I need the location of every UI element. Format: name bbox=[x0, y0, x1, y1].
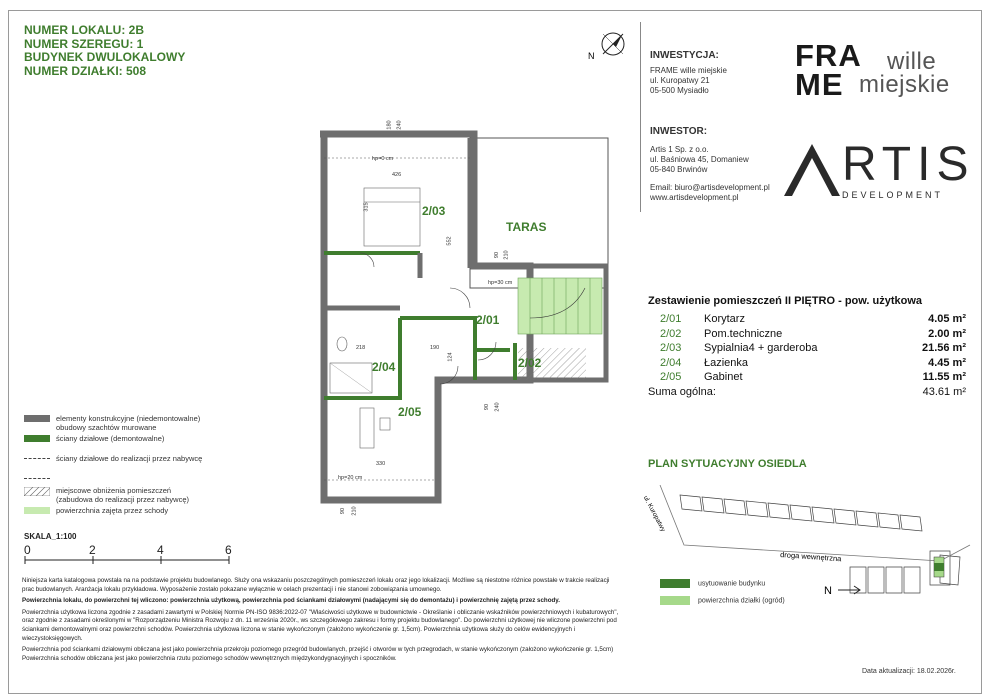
room-name: Gabinet bbox=[704, 371, 743, 383]
legend-item bbox=[24, 434, 264, 454]
dim-330: 330 bbox=[376, 461, 386, 467]
unit-number: NUMER LOKALU: 2B bbox=[24, 23, 144, 37]
swatch-building bbox=[660, 579, 690, 588]
summary-row bbox=[648, 357, 968, 372]
summary-row bbox=[648, 342, 968, 357]
scale-tick-6: 6 bbox=[225, 543, 232, 557]
room-area: 2.00 m² bbox=[928, 327, 966, 340]
site-north-label: N bbox=[824, 585, 832, 597]
floor-plan bbox=[300, 118, 630, 528]
street-label-kuropatwy: ul. Kuropatwy bbox=[641, 494, 667, 533]
legend-item bbox=[24, 474, 264, 486]
north-arrow-icon bbox=[838, 586, 860, 594]
room-label-204: 2/04 bbox=[372, 360, 396, 374]
bed-icon bbox=[364, 188, 420, 246]
toilet-icon bbox=[337, 337, 347, 351]
legend-swatch-dashed bbox=[24, 458, 50, 459]
artis-logo-word: RTIS bbox=[842, 138, 975, 191]
legend-item bbox=[24, 454, 264, 474]
summary-total bbox=[648, 386, 968, 400]
dim-hp30: hp=30 cm bbox=[488, 280, 513, 286]
room-area: 11.55 m² bbox=[922, 371, 966, 383]
legend-swatch-partition bbox=[24, 435, 50, 442]
dim-210-a: 210 bbox=[503, 250, 510, 260]
terrace-label: TARAS bbox=[506, 220, 547, 234]
compass-icon bbox=[585, 28, 635, 68]
footnotes bbox=[22, 577, 622, 666]
legend-label: ściany działowe do realizacji przez nabywcę bbox=[56, 454, 203, 463]
room-name: Sypialnia4 + garderoba bbox=[704, 342, 818, 354]
legend-label: powierzchnia zajęta przez schody bbox=[56, 506, 169, 515]
plot-number: NUMER DZIAŁKI: 508 bbox=[24, 63, 147, 78]
note-area-definition: Powierzchnia lokalu, do powierzchni tej wliczono: powierzchnia użytkową, powierzchnia pod ściankami działowymi (nadającymi się do demontażu) i powierzchnię zajętą przez schody. bbox=[22, 597, 560, 605]
note-partition-area: Powierzchnia pod ściankami działowymi obliczana jest jako powierzchnia przekroju poziomego przegród budowlanych, przejść i otworów w tych przegrodach, w stanie wykończonym (założono wykończenie gr. 1,5cm) bbox=[22, 646, 614, 654]
dim-190: 190 bbox=[430, 345, 440, 351]
building-type: BUDYNEK DWULOKALOWY bbox=[24, 50, 186, 64]
row-number: NUMER SZEREGU: 1 bbox=[24, 36, 144, 51]
dim-90-b: 90 bbox=[484, 403, 491, 411]
investor-email: Email: biuro@artisdevelopment.pl bbox=[650, 183, 770, 192]
investment-title: INWESTYCJA: bbox=[650, 50, 719, 61]
dim-240-b: 240 bbox=[494, 402, 501, 412]
building-highlight bbox=[934, 563, 944, 571]
frame-logo-wille: wille bbox=[887, 48, 937, 75]
investment-name: FRAME wille miejskie bbox=[650, 66, 727, 75]
divider bbox=[640, 22, 641, 212]
investment-city: 05-500 Mysiadło bbox=[650, 86, 709, 95]
dim-hp20: hp=20 cm bbox=[338, 475, 363, 481]
site-legend-building bbox=[660, 579, 765, 588]
room-label-201: 2/01 bbox=[476, 313, 500, 327]
summary-total-label: Suma ogólna: bbox=[648, 385, 716, 398]
frame-logo-fra: FRA bbox=[795, 38, 862, 73]
summary-row bbox=[648, 328, 968, 343]
legend-label: obudowy szachtów murowane bbox=[56, 423, 157, 432]
frame-logo bbox=[795, 40, 965, 102]
room-label-205: 2/05 bbox=[398, 405, 422, 419]
room-label-202: 2/02 bbox=[518, 356, 542, 370]
legend-swatch-stairs bbox=[24, 507, 50, 514]
compass-north-label: N bbox=[588, 51, 595, 61]
frame-logo-miejskie: miejskie bbox=[859, 71, 950, 98]
stairs-area bbox=[518, 278, 602, 334]
chair-icon bbox=[380, 418, 390, 430]
desk-icon bbox=[360, 408, 374, 448]
site-legend-building-label: usytuowanie budynku bbox=[698, 580, 766, 588]
frame-logo-me: ME bbox=[795, 67, 844, 102]
investor-info bbox=[650, 145, 770, 203]
dim-426: 426 bbox=[392, 172, 402, 178]
investment-street: ul. Kuropatwy 21 bbox=[650, 76, 710, 85]
room-area: 4.45 m² bbox=[928, 356, 966, 369]
investor-company: Artis 1 Sp. z o.o. bbox=[650, 145, 709, 154]
dim-240-top: 240 bbox=[396, 120, 403, 130]
legend-label: miejscowe obniżenia pomieszczeń bbox=[56, 486, 172, 495]
summary-title: Zestawienie pomieszczeń II PIĘTRO - pow. użytkowa bbox=[648, 295, 923, 307]
dim-552: 552 bbox=[446, 236, 453, 246]
summary-total-value: 43.61 m² bbox=[922, 385, 966, 398]
legend-label: elementy konstrukcyjne (niedemontowalne) bbox=[56, 414, 201, 423]
dim-210-b: 210 bbox=[351, 506, 358, 516]
dim-90-a: 90 bbox=[494, 251, 501, 259]
unit-header bbox=[24, 24, 185, 78]
room-number: 2/05 bbox=[660, 371, 682, 383]
room-summary bbox=[648, 295, 968, 400]
scale-tick-2: 2 bbox=[89, 543, 96, 557]
dim-90-c: 90 bbox=[340, 507, 347, 515]
room-name: Łazienka bbox=[704, 356, 749, 369]
dim-315: 315 bbox=[363, 202, 370, 212]
investor-title: INWESTOR: bbox=[650, 126, 708, 137]
scale-tick-4: 4 bbox=[157, 543, 164, 557]
room-number: 2/03 bbox=[660, 342, 682, 354]
legend-label: ściany działowe (demontowalne) bbox=[56, 434, 165, 443]
investment-info bbox=[650, 66, 727, 96]
room-number: 2/02 bbox=[660, 327, 682, 340]
legend-label: (zabudowa do realizacji przez nabywcę) bbox=[56, 495, 189, 504]
site-legend-plot bbox=[660, 596, 785, 605]
investor-website: www.artisdevelopment.pl bbox=[650, 193, 739, 202]
investor-city: 05-840 Brwinów bbox=[650, 165, 708, 174]
legend-item bbox=[24, 414, 264, 434]
summary-row bbox=[648, 313, 968, 328]
room-number: 2/04 bbox=[660, 356, 682, 369]
room-name: Korytarz bbox=[704, 313, 745, 325]
scale-label: SKALA_1:100 bbox=[24, 532, 77, 541]
scale-bar bbox=[24, 556, 234, 564]
investor-street: ul. Baśniowa 45, Domaniew bbox=[650, 155, 749, 164]
street-label-internal: droga wewnętrzna bbox=[779, 550, 842, 564]
update-date: Data aktualizacji: 18.02.2026r. bbox=[862, 668, 956, 675]
room-name: Pom.techniczne bbox=[704, 327, 783, 340]
scale-tick-0: 0 bbox=[24, 543, 31, 557]
site-legend-plot-label: powierzchnia działki (ogród) bbox=[698, 597, 785, 605]
artis-logo-development: DEVELOPMENT bbox=[842, 190, 944, 200]
room-label-203: 2/03 bbox=[422, 204, 446, 218]
legend-swatch-struct bbox=[24, 415, 50, 422]
note-disclaimer: Niniejsza karta katalogowa powstała na na podstawie projektu budowlanego. Służy ona wskazaniu poszczególnych pomieszczeń lokalu oraz jego lokalizacji. Możliwe są niestotne różnice powstałe w trakcie realizacji prac budowlanych. Aranżacja lokalu przykładowa. Wyposażenie zostało pokazane wyłącznie w celach prezentacji i nie stanowi zobowiązania umownego. bbox=[22, 577, 610, 593]
dim-218: 218 bbox=[356, 345, 366, 351]
legend-item bbox=[24, 486, 264, 506]
dim-hp0: hp=0 cm bbox=[372, 156, 394, 162]
room-area: 21.56 m² bbox=[921, 342, 966, 354]
swatch-plot bbox=[660, 596, 690, 605]
legend-swatch-dashed-2 bbox=[24, 478, 50, 479]
summary-row bbox=[648, 371, 968, 386]
artis-a-icon bbox=[780, 142, 842, 198]
artis-logo bbox=[780, 138, 975, 210]
room-number: 2/01 bbox=[660, 313, 682, 325]
note-usable-area: Powierzchnia użytkowa liczona zgodnie z zasadami zawartymi w Polskiej Normie PN-ISO 9836:2022-07 "Właściwości użytkowe w budownictwie - Określanie i obliczanie wskaźników powierzchniowych i kubaturowych", oraz zgodnie z zasadami określonymi w "Rozporządzeniu Ministra Rozwoju z dn. 11 września 2020r., ws szczegółowego zakresu i formy projektu budowlanego". Do powierzchni użytkowej nie wliczone powierzchni pod ściankami demontowalnymi oraz powierzchni schodów. Powierzchnia użytkowa liczona w stanie wykończonym (założono wykończenie gr. 1,5cm). Powierzchnia użytkowa służy do celów ewidencyjnych i wieczystoksięgowych. bbox=[22, 608, 619, 642]
note-stairs-area: Powierzchnia schodów obliczana jest jako powierzchnia rzutu poziomego schodów wewnętrznych międzykondygnacyjnych i spoczników. bbox=[22, 654, 397, 662]
legend-swatch-hatch bbox=[24, 487, 50, 496]
dim-180: 180 bbox=[386, 120, 393, 130]
legend-item bbox=[24, 506, 264, 526]
dim-124: 124 bbox=[447, 352, 454, 362]
room-area: 4.05 m² bbox=[928, 313, 966, 325]
site-plan-title: PLAN SYTUACYJNY OSIEDLA bbox=[648, 458, 807, 470]
drawing-legend bbox=[24, 414, 264, 526]
